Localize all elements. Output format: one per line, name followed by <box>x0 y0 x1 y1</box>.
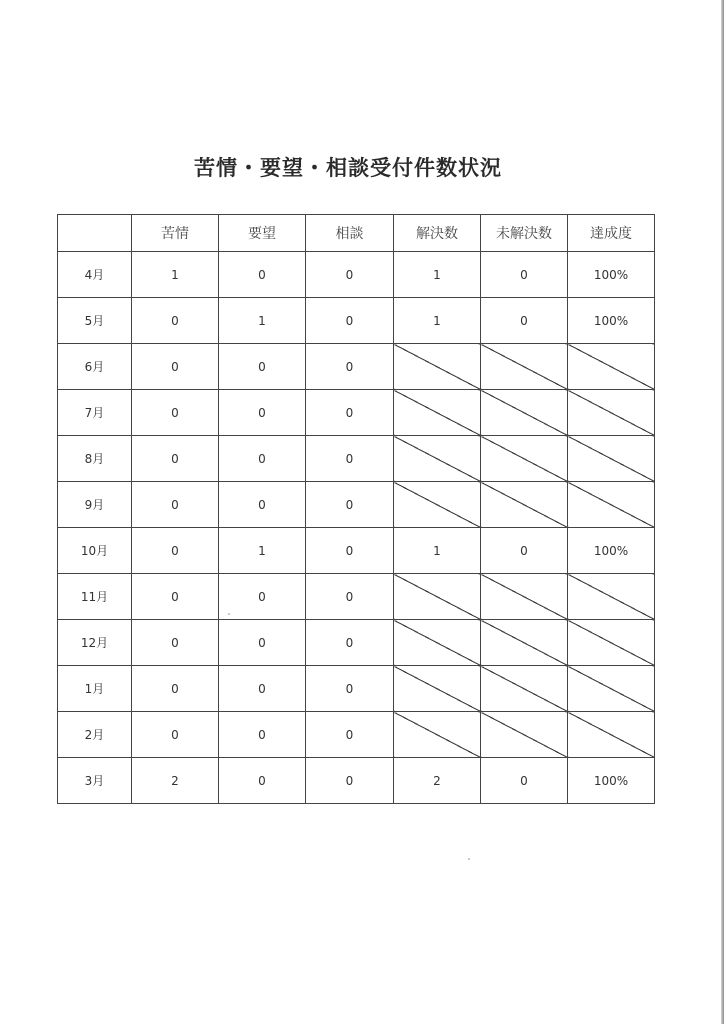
cell-complaint: 0 <box>132 390 219 436</box>
cell-complaint: 0 <box>132 574 219 620</box>
cell-month: 11月 <box>58 574 132 620</box>
cell-complaint: 0 <box>132 298 219 344</box>
cell-consultation: 0 <box>306 344 394 390</box>
header-cell-unresolved: 未解決数 <box>481 215 568 252</box>
cell-unresolved-not-applicable <box>481 344 568 390</box>
cell-achievement: 100% <box>568 528 655 574</box>
header-cell-resolved: 解決数 <box>394 215 481 252</box>
cell-consultation: 0 <box>306 528 394 574</box>
cell-consultation: 0 <box>306 390 394 436</box>
cell-consultation: 0 <box>306 620 394 666</box>
header-cell-complaint: 苦情 <box>132 215 219 252</box>
cell-achievement-not-applicable <box>568 436 655 482</box>
table-row <box>58 620 655 666</box>
table-row <box>58 252 655 298</box>
cell-achievement: 100% <box>568 252 655 298</box>
cell-month: 10月 <box>58 528 132 574</box>
cell-complaint: 0 <box>132 666 219 712</box>
cell-achievement-not-applicable <box>568 574 655 620</box>
table-row <box>58 712 655 758</box>
table-row <box>58 574 655 620</box>
table-row <box>58 298 655 344</box>
cell-unresolved-not-applicable <box>481 574 568 620</box>
cell-request: 0 <box>219 344 306 390</box>
cell-achievement-not-applicable <box>568 712 655 758</box>
table-row <box>58 390 655 436</box>
cell-month: 7月 <box>58 390 132 436</box>
cell-month: 4月 <box>58 252 132 298</box>
cell-request: 0 <box>219 712 306 758</box>
cell-resolved-not-applicable <box>394 666 481 712</box>
header-cell-corner <box>58 215 132 252</box>
cell-request: 0 <box>219 252 306 298</box>
cell-achievement-not-applicable <box>568 620 655 666</box>
cell-achievement-not-applicable <box>568 344 655 390</box>
cell-request: 0 <box>219 482 306 528</box>
cell-resolved-not-applicable <box>394 436 481 482</box>
cell-consultation: 0 <box>306 482 394 528</box>
cell-resolved-not-applicable <box>394 620 481 666</box>
table-header-row <box>58 215 655 252</box>
cell-resolved: 2 <box>394 758 481 804</box>
cell-unresolved-not-applicable <box>481 666 568 712</box>
cell-month: 9月 <box>58 482 132 528</box>
cell-resolved-not-applicable <box>394 574 481 620</box>
cell-complaint: 0 <box>132 344 219 390</box>
cell-achievement-not-applicable <box>568 482 655 528</box>
header-cell-consultation: 相談 <box>306 215 394 252</box>
cell-consultation: 0 <box>306 712 394 758</box>
cell-request: 0 <box>219 390 306 436</box>
cell-month: 8月 <box>58 436 132 482</box>
cell-complaint: 0 <box>132 712 219 758</box>
cell-consultation: 0 <box>306 436 394 482</box>
cell-achievement-not-applicable <box>568 390 655 436</box>
cell-resolved: 1 <box>394 298 481 344</box>
cell-resolved: 1 <box>394 252 481 298</box>
cell-consultation: 0 <box>306 758 394 804</box>
cell-month: 2月 <box>58 712 132 758</box>
cell-resolved-not-applicable <box>394 712 481 758</box>
cell-request: 0 <box>219 758 306 804</box>
cell-unresolved-not-applicable <box>481 482 568 528</box>
table-row <box>58 528 655 574</box>
cell-month: 1月 <box>58 666 132 712</box>
cell-complaint: 0 <box>132 528 219 574</box>
cell-unresolved: 0 <box>481 758 568 804</box>
cell-request: 0 <box>219 436 306 482</box>
cell-complaint: 0 <box>132 436 219 482</box>
table-row <box>58 758 655 804</box>
cell-consultation: 0 <box>306 666 394 712</box>
cell-resolved-not-applicable <box>394 482 481 528</box>
cell-consultation: 0 <box>306 252 394 298</box>
cell-month: 12月 <box>58 620 132 666</box>
cell-unresolved-not-applicable <box>481 712 568 758</box>
cell-request: 1 <box>219 528 306 574</box>
cell-request: 1 <box>219 298 306 344</box>
cell-complaint: 0 <box>132 620 219 666</box>
cell-request: 0 <box>219 620 306 666</box>
page-title: 苦情・要望・相談受付件数状況 <box>194 156 502 180</box>
cell-complaint: 1 <box>132 252 219 298</box>
complaints-table <box>57 214 655 804</box>
cell-consultation: 0 <box>306 298 394 344</box>
scan-speck <box>228 613 230 615</box>
cell-unresolved: 0 <box>481 252 568 298</box>
cell-complaint: 2 <box>132 758 219 804</box>
cell-unresolved-not-applicable <box>481 390 568 436</box>
cell-resolved-not-applicable <box>394 390 481 436</box>
table-row <box>58 344 655 390</box>
cell-month: 5月 <box>58 298 132 344</box>
cell-resolved: 1 <box>394 528 481 574</box>
cell-consultation: 0 <box>306 574 394 620</box>
cell-achievement: 100% <box>568 298 655 344</box>
cell-unresolved-not-applicable <box>481 436 568 482</box>
cell-unresolved-not-applicable <box>481 620 568 666</box>
header-cell-achievement: 達成度 <box>568 215 655 252</box>
cell-month: 3月 <box>58 758 132 804</box>
header-cell-request: 要望 <box>219 215 306 252</box>
cell-achievement: 100% <box>568 758 655 804</box>
table-row <box>58 436 655 482</box>
cell-complaint: 0 <box>132 482 219 528</box>
table-row <box>58 482 655 528</box>
cell-unresolved: 0 <box>481 528 568 574</box>
scan-speck <box>468 858 470 860</box>
cell-request: 0 <box>219 574 306 620</box>
cell-resolved-not-applicable <box>394 344 481 390</box>
table-row <box>58 666 655 712</box>
cell-unresolved: 0 <box>481 298 568 344</box>
cell-month: 6月 <box>58 344 132 390</box>
cell-achievement-not-applicable <box>568 666 655 712</box>
cell-request: 0 <box>219 666 306 712</box>
